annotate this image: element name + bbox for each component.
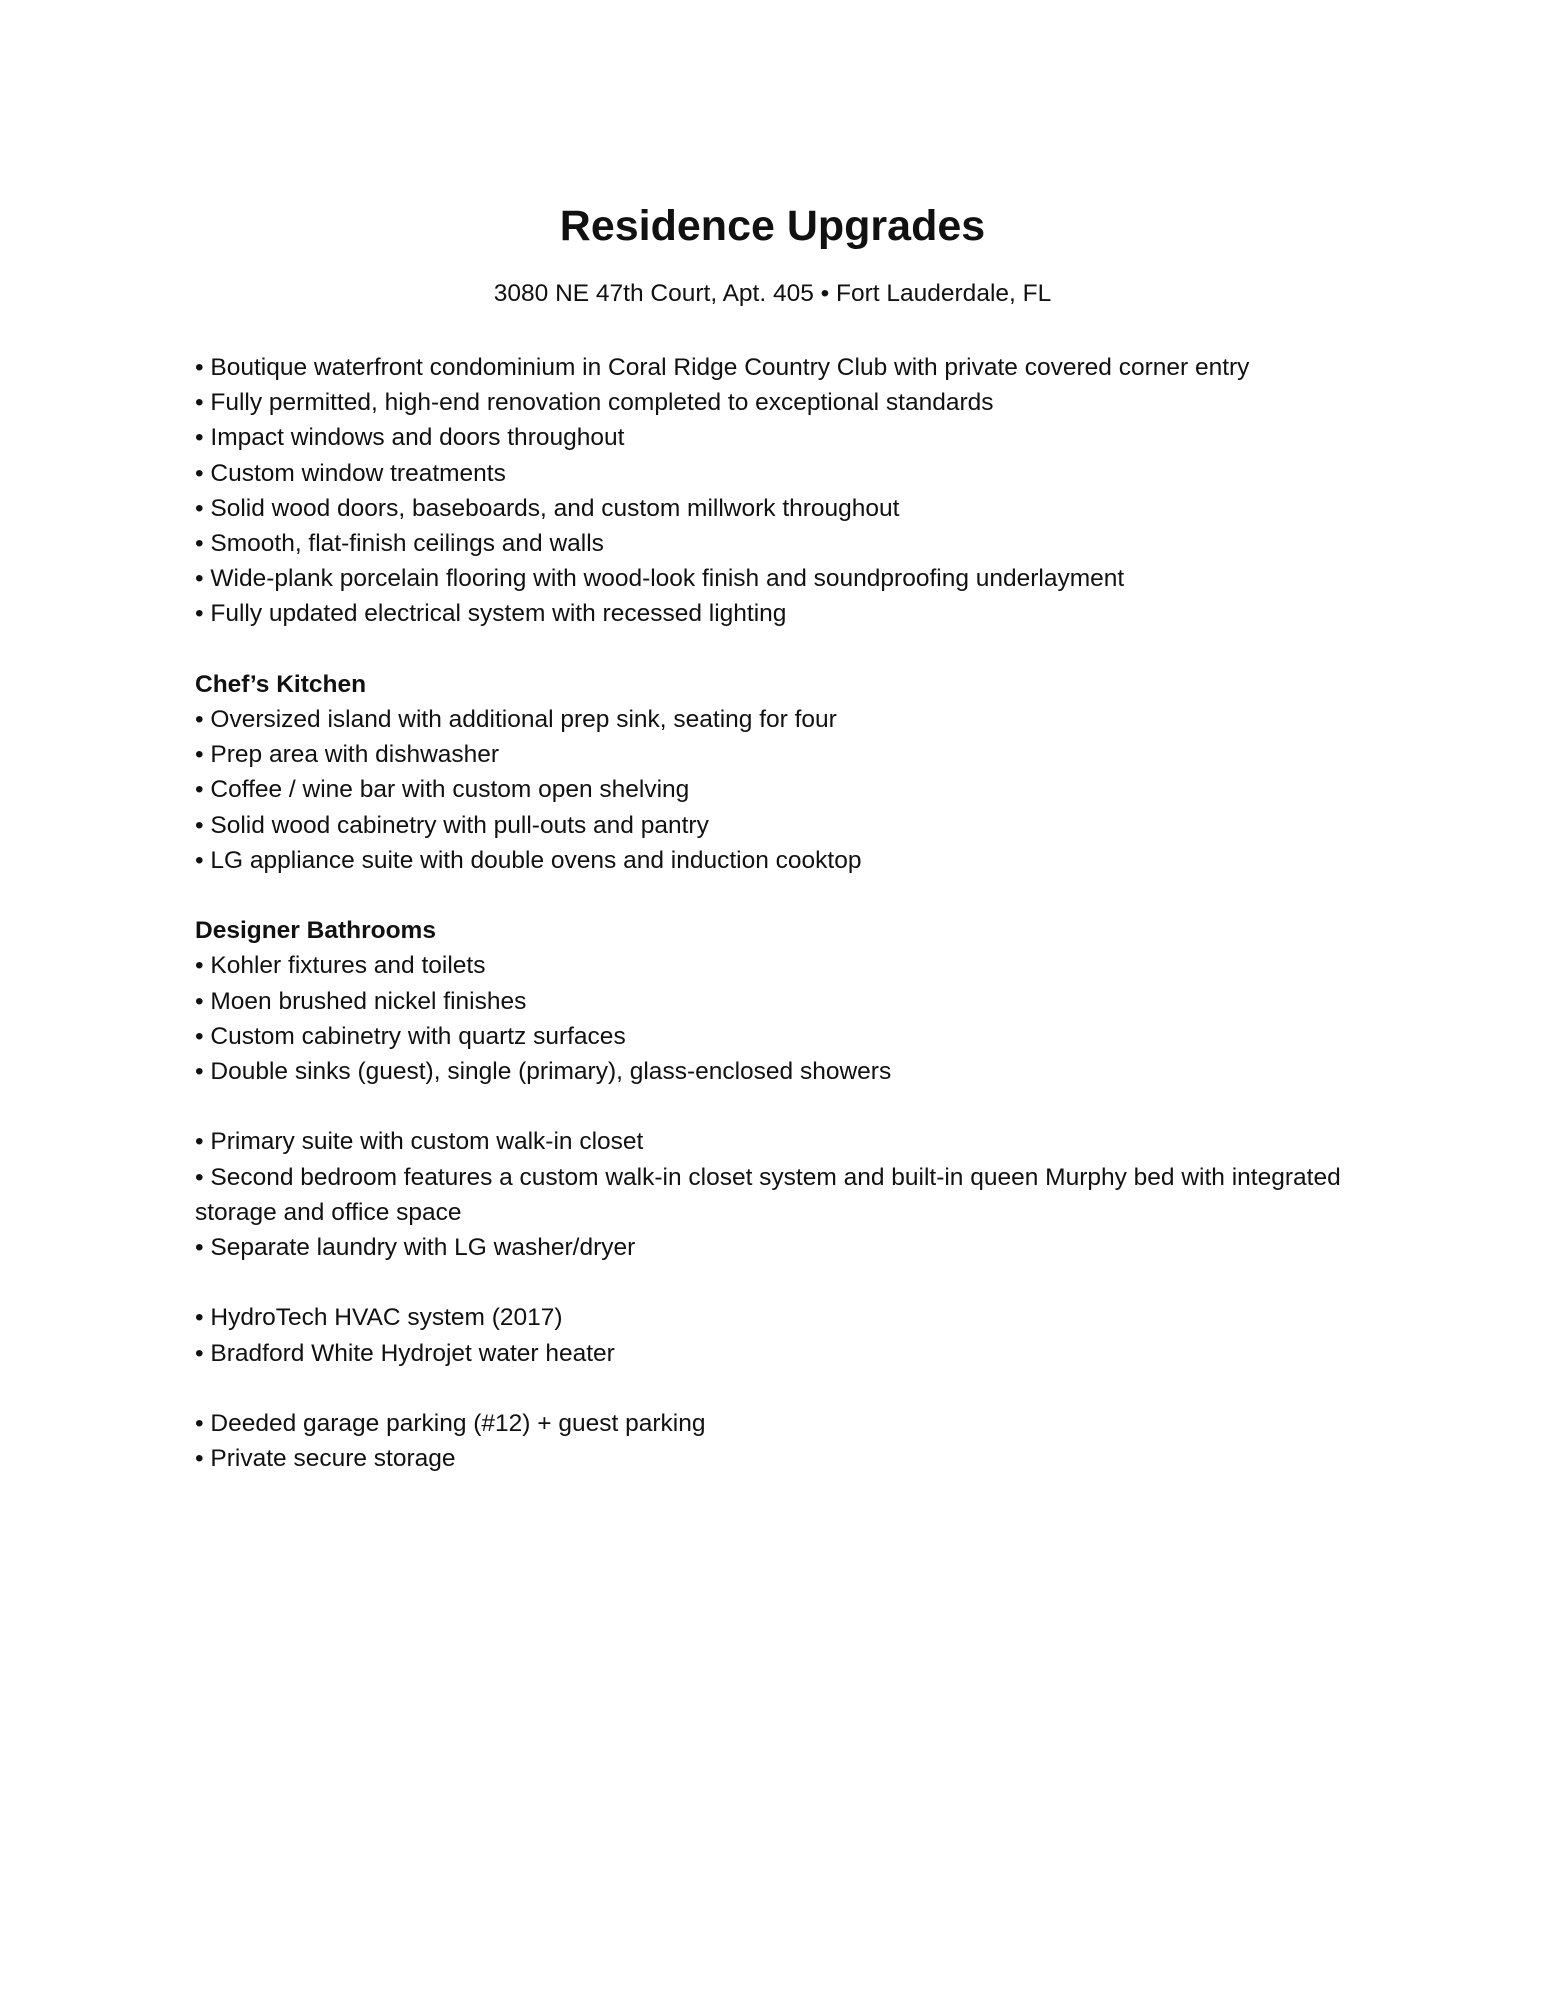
list-item: • Impact windows and doors throughout xyxy=(195,424,625,452)
list-item: • Second bedroom features a custom walk-in closet system and built-in queen Murphy bed with integrated storage and office space xyxy=(195,1163,1341,1226)
kitchen-heading: Chef’s Kitchen xyxy=(195,670,367,698)
bathrooms-heading: Designer Bathrooms xyxy=(195,917,436,945)
list-item: • LG appliance suite with double ovens and induction cooktop xyxy=(195,846,862,874)
list-item: • Prep area with dishwasher xyxy=(195,741,500,769)
list-item: • Wide-plank porcelain flooring with wood-look finish and soundproofing underlayment xyxy=(195,565,1125,593)
list-item: • Moen brushed nickel finishes xyxy=(195,987,527,1015)
list-item: • Primary suite with custom walk-in closet xyxy=(195,1128,644,1156)
overview-list xyxy=(195,350,1365,632)
list-item: • Oversized island with additional prep sink, seating for four xyxy=(195,706,837,734)
list-item: • Smooth, flat-finish ceilings and walls xyxy=(195,530,604,558)
list-item: • Custom cabinetry with quartz surfaces xyxy=(195,1022,626,1050)
section-spacer xyxy=(195,878,1365,913)
section-spacer xyxy=(195,632,1365,667)
document-body xyxy=(195,350,1365,1476)
systems-section xyxy=(195,1300,1365,1370)
list-item: • Solid wood doors, baseboards, and custom millwork throughout xyxy=(195,494,900,522)
list-item: • Bradford White Hydrojet water heater xyxy=(195,1339,615,1367)
list-item: • Separate laundry with LG washer/dryer xyxy=(195,1234,636,1262)
list-item: • Kohler fixtures and toilets xyxy=(195,952,486,980)
page-title: Residence Upgrades xyxy=(559,202,986,250)
section-spacer xyxy=(195,1265,1365,1300)
list-item: • Fully permitted, high-end renovation completed to exceptional standards xyxy=(195,389,994,417)
bathrooms-section xyxy=(195,913,1365,1089)
section-spacer xyxy=(195,1371,1365,1406)
list-item: • Boutique waterfront condominium in Coral Ridge Country Club with private covered corner entry xyxy=(195,354,1250,381)
list-item: • Double sinks (guest), single (primary), glass-enclosed showers xyxy=(195,1058,892,1086)
list-item: • Solid wood cabinetry with pull-outs and pantry xyxy=(195,811,709,839)
bedrooms-section xyxy=(195,1124,1365,1265)
list-item: • HydroTech HVAC system (2017) xyxy=(195,1304,563,1332)
list-item: • Coffee / wine bar with custom open shelving xyxy=(195,776,690,804)
list-item: • Fully updated electrical system with recessed lighting xyxy=(195,600,787,628)
section-spacer xyxy=(195,1089,1365,1124)
list-item: • Custom window treatments xyxy=(195,459,506,487)
parking-section xyxy=(195,1406,1365,1476)
list-item: • Deeded garage parking (#12) + guest parking xyxy=(195,1410,706,1438)
address-line: 3080 NE 47th Court, Apt. 405 • Fort Lauderdale, FL xyxy=(493,280,1052,307)
list-item: • Private secure storage xyxy=(195,1445,456,1473)
kitchen-section xyxy=(195,667,1365,878)
